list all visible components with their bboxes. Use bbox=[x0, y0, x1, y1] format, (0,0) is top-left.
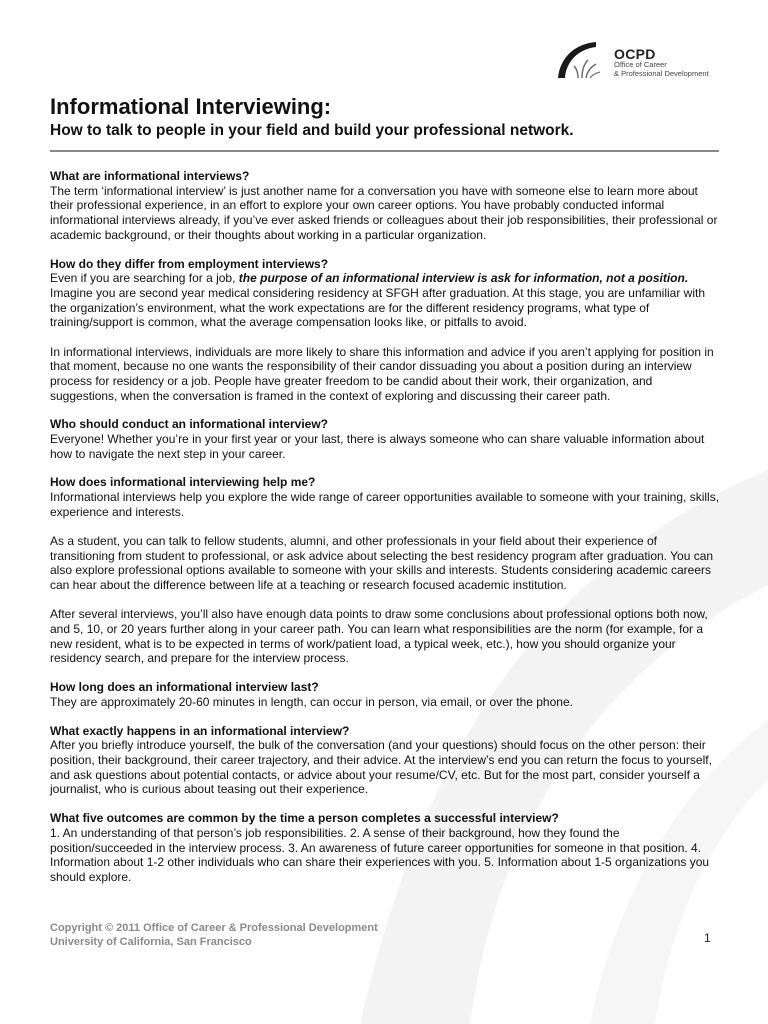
section-what-are bbox=[50, 169, 722, 243]
header-divider bbox=[50, 150, 719, 152]
section-who-should bbox=[50, 417, 722, 461]
section-five-outcomes bbox=[50, 811, 722, 885]
section-heading: What five outcomes are common by the time a person completes a successful interview? bbox=[50, 811, 559, 826]
section-how-help bbox=[50, 475, 722, 666]
footer-copyright-block bbox=[50, 921, 378, 949]
section-paragraph: Everyone! Whether you’re in your first year or your last, there is always someone who can share valuable information about how to navigate the next step in your career. bbox=[50, 432, 705, 461]
logo-title: OCPD bbox=[614, 46, 656, 62]
footer-copyright: Copyright © 2011 Office of Career & Professional Development bbox=[50, 922, 378, 934]
section-paragraph: 1. An understanding of that person’s job responsibilities. 2. A sense of their background, how they found the position/succeeded in the interview process. 3. An awareness of future career opportunities for someone in that position. 4. Information about 1-2 other individuals who can share their experiences with you. 5. Information about 1-5 organizations you should explore. bbox=[50, 825, 710, 884]
section-paragraph bbox=[50, 271, 722, 330]
footer-institution: University of California, San Francisco bbox=[50, 936, 252, 948]
section-paragraph: In informational interviews, individuals are more likely to share this information and advice if you aren’t applying for position in that moment, because no one wants the responsibility of their candor dissuading you about a position during an interview process for residency or a job. People have greater freedom to be candid about their work, their organization, and suggestions, when the conversation is framed in the context of exploring and discussing their career path. bbox=[50, 344, 714, 403]
section-paragraph: After several interviews, you’ll also have enough data points to draw some conclusions about professional options both now, and 5, 10, or 20 years further along in your career path. You can learn what responsibilities are the norm (for example, for a new resident, what is to be expected in terms of work/patient load, a typical week, etc.), how you should organize your residency search, and prepare for the interview process. bbox=[50, 607, 708, 666]
section-paragraph: After you briefly introduce yourself, the bulk of the conversation (and your questions) should focus on the other person: their position, their background, their career trajectory, and their advice. At the interview’s end you can return the focus to yourself, and ask questions about potential contacts, or advice about your resume/CV, etc. But for the most part, consider yourself a journalist, who is curious about teasing out their experience. bbox=[50, 738, 712, 797]
page-number: 1 bbox=[704, 931, 711, 945]
paragraph-text-start: Even if you are searching for a job, bbox=[50, 271, 239, 286]
paragraph-text-end: Imagine you are second year medical considering residency at SFGH after graduation. At this stage, you are unfamiliar with the organization’s environment, what the work expectations are for the different residency programs, what type of training/support is common, what the average compensation looks like, or pitfalls to avoid. bbox=[50, 285, 706, 330]
section-heading: What are informational interviews? bbox=[50, 169, 250, 183]
section-paragraph: They are approximately 20-60 minutes in length, can occur in person, via email, or over the phone. bbox=[50, 694, 573, 709]
section-paragraph: Informational interviews help you explore the wide range of career opportunities available to someone with your training, skills, experience and interests. bbox=[50, 490, 720, 519]
section-paragraph: The term ‘informational interview’ is just another name for a conversation you have with someone else to learn more about their professional experience, in an effort to explore your own career options. You have probably conducted informal informational interviews already, if you’ve ever asked friends or colleagues about their job responsibilities, their professional or academic background, or their thoughts about working in a particular organization. bbox=[50, 183, 718, 242]
section-heading: How do they differ from employment interviews? bbox=[50, 256, 329, 271]
section-how-differ bbox=[50, 257, 722, 404]
emphasis-text: the purpose of an informational interview is ask for information, not a position. bbox=[238, 271, 689, 286]
document-title: Informational Interviewing: bbox=[50, 94, 332, 119]
logo-subtitle bbox=[614, 61, 734, 78]
section-heading: What exactly happens in an informational interview? bbox=[50, 723, 350, 738]
section-what-happens bbox=[50, 724, 722, 798]
section-heading: How long does an informational interview last? bbox=[50, 680, 319, 695]
section-heading: Who should conduct an informational interview? bbox=[50, 417, 329, 432]
section-heading: How does informational interviewing help me? bbox=[50, 475, 316, 490]
section-how-long bbox=[50, 680, 722, 709]
document-body bbox=[50, 169, 722, 899]
logo-subtitle-line-2: & Professional Development bbox=[614, 68, 709, 78]
ocpd-logo bbox=[556, 40, 726, 84]
logo-subtitle-line-1: Office of Career bbox=[614, 60, 667, 69]
section-paragraph: As a student, you can talk to fellow students, alumni, and other professionals in your field about their experience of transitioning from student to professional, or ask advice about selecting the best residency program after graduation. You can also explore professional options available to someone with your skills and interests. Students considering academic careers can hear about the difference between life at a teaching or research focused academic institution. bbox=[50, 534, 714, 593]
document-subtitle: How to talk to people in your field and build your professional network. bbox=[50, 122, 574, 139]
arch-leaf-logo-icon bbox=[556, 40, 612, 80]
